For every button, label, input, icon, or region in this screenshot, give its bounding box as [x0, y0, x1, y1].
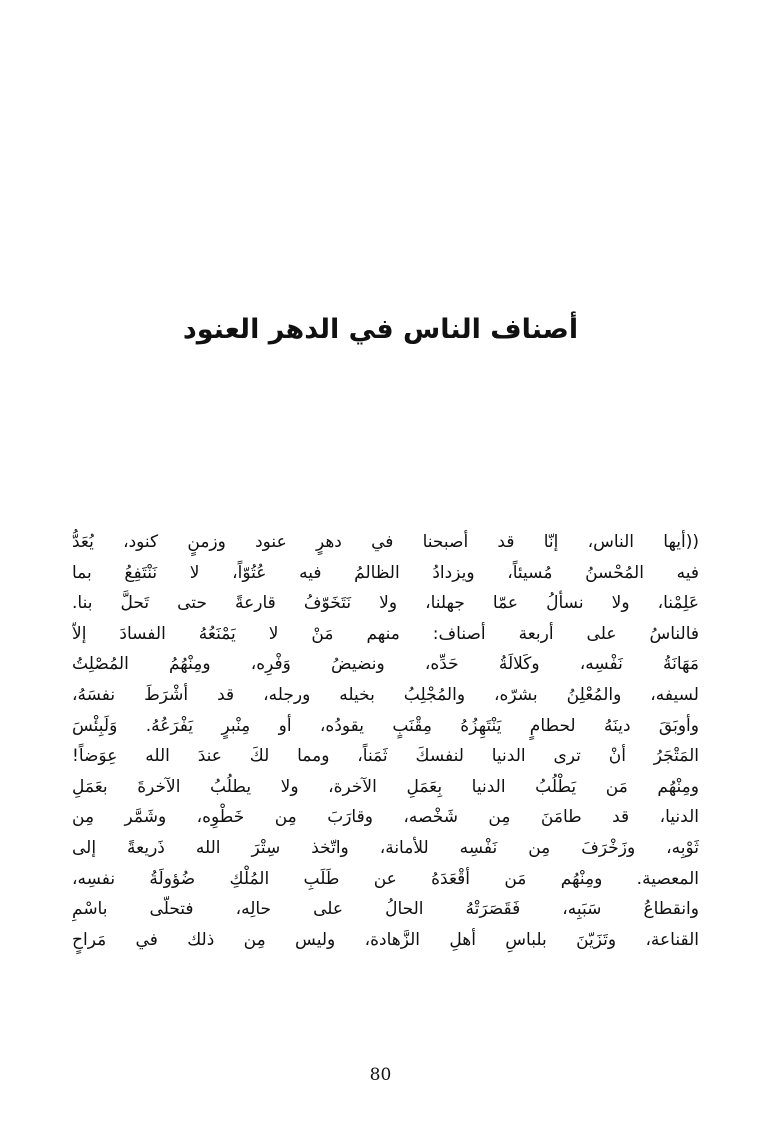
text-line: ثَوْبِه، وزَخْرَفَ مِن نَفْسِه للأمانة، واتّخذ سِتْرَ الله ذَريعةً إلى [72, 837, 699, 858]
text-line: الدنيا، قد طامَنَ مِن شَخْصه، وقارَبَ مِن خَطْوِه، وشَمَّر مِن [72, 807, 699, 828]
page-number: 80 [369, 1065, 392, 1085]
body-text [72, 527, 699, 955]
text-line: القناعة، وتَزَيّنَ بلباسِ أهلِ الزَّهادة، وليس مِن ذلك في مَراحٍ [72, 929, 699, 950]
text-line: ((أيها الناس، إنّا قد أصبحنا في دهرٍ عنود وزمنٍ كنود، يُعَدُّ [72, 532, 699, 552]
text-line: المَتْجَرُ أنْ ترى الدنيا لنفسكَ ثَمَناً، ومما لكَ عندَ الله عِوَضاً! [72, 746, 699, 767]
text-line: مَهَانَةُ نَفْسِه، وكَلالَةُ حَدِّه، ونضيضُ وَفْرِه، ومِنْهُمُ المُصْلِتُ [72, 654, 699, 675]
text-line: ومِنْهُم مَن يَطْلُبُ الدنيا بِعَمَلِ الآخرة، ولا يطلُبُ الآخرةَ بعَمَلِ [72, 776, 699, 797]
text-line: فالناسُ على أربعة أصناف: منهم مَنْ لا يَمْنَعُهُ الفسادَ إلاّ [72, 623, 699, 644]
text-line: عَلِمْنا، ولا نسألُ عمّا جهلنا، ولا نَتَخَوّفُ قارعةً حتى تَحلَّ بنا. [72, 593, 699, 614]
chapter-title: أصناف الناس في الدهر العنود [182, 314, 579, 345]
text-line: وأوبَقَ دينَهُ لحطامٍ يَنْتَهِزُهُ مِقْنَبٍ يقودُه، أو مِنْبرٍ يَفْرَعُهُ. وَلَبِئْسَ [72, 715, 699, 736]
text-line: فيه المُحْسنُ مُسيئاً، ويزدادُ الظالمُ فيه عُتُوّاً، لا نَنْتَفِعُ بما [72, 562, 699, 583]
text-line: وانقطاعُ سَبَبِه، فَقَصَرَتْهُ الحالُ على حالِه، فتحلّى باسْمِ [72, 899, 699, 920]
text-line: المعصية. ومِنْهُم مَن أقْعَدَهُ عن طَلَبِ المُلْكِ ضُؤولَةُ نفسِه، [72, 868, 699, 889]
text-line: لسيفه، والمُعْلِنُ بشرّه، والمُجْلِبُ بخيله ورجله، قد أشْرَطَ نفسَهُ، [72, 684, 699, 705]
